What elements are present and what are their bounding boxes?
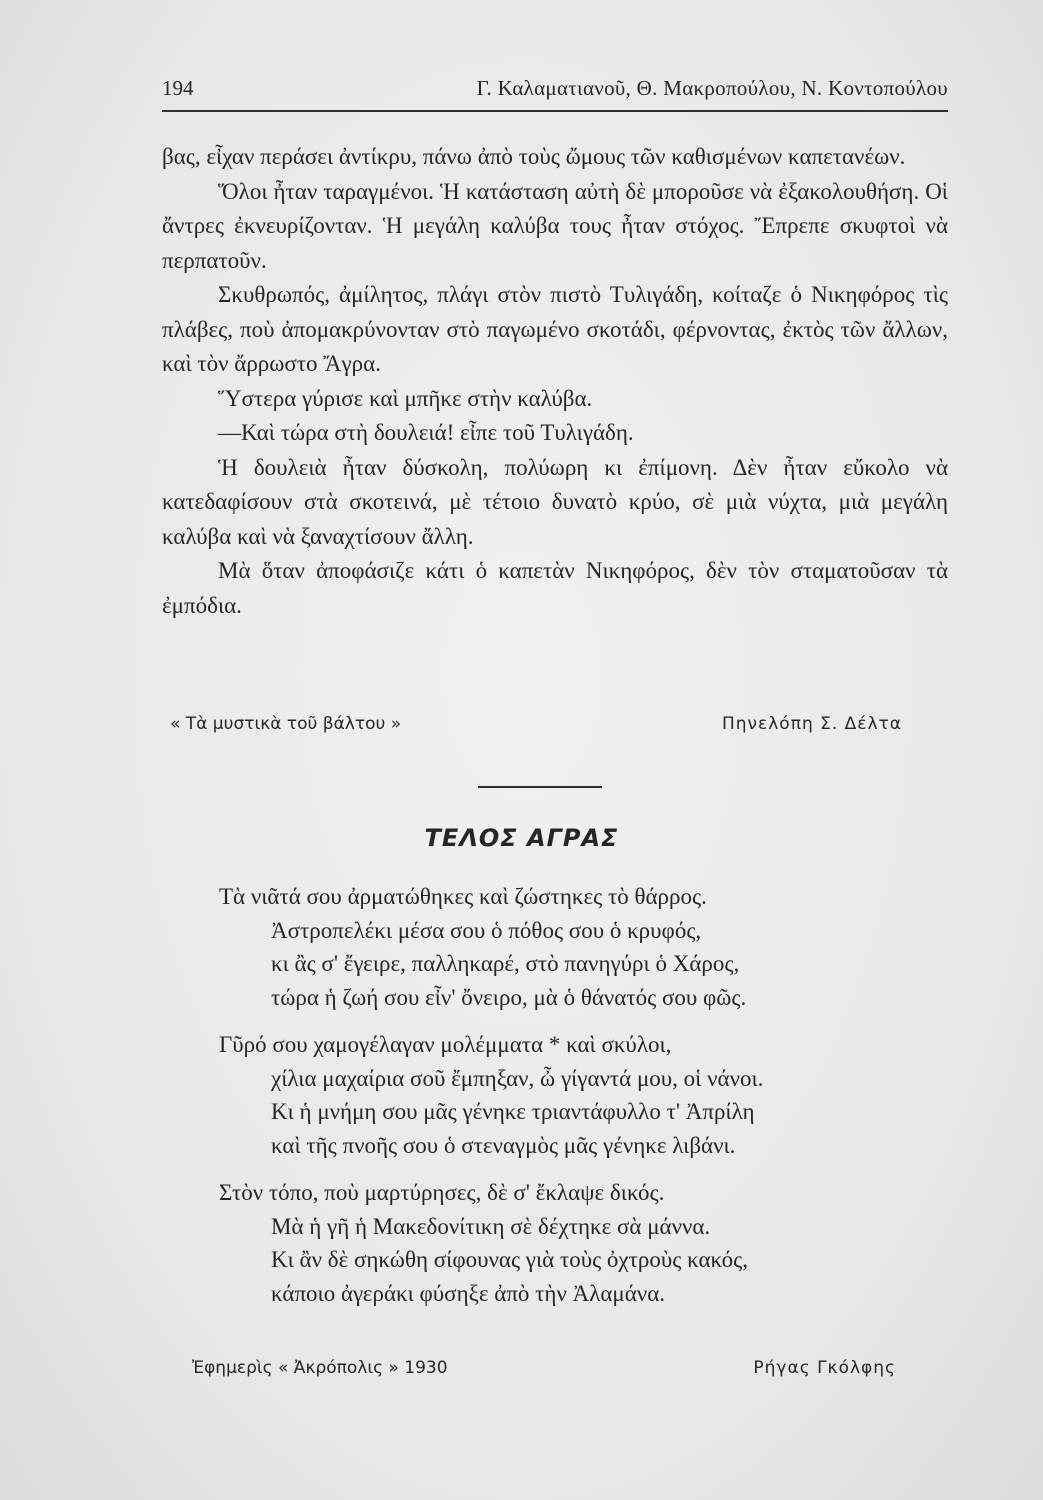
poem-attribution — [162, 1358, 896, 1388]
poem — [162, 880, 948, 1324]
poem-stanza — [162, 1176, 948, 1310]
poem-line: Ἀστροπελέκι μέσα σου ὁ πόθος σου ὁ κρυφός, — [271, 917, 702, 943]
prose-excerpt — [162, 140, 948, 623]
poem-stanza — [162, 1028, 948, 1162]
poem-author: Ρήγας Γκόλφης — [753, 1358, 896, 1378]
prose-paragraph: —Καὶ τώρα στὴ δουλειά! εἶπε τοῦ Τυλιγάδη. — [218, 420, 634, 445]
poem-line: Στὸν τόπο, ποὺ μαρτύρησες, δὲ σ' ἔκλαψε δικός. — [219, 1180, 665, 1205]
prose-paragraph: Ἡ δουλειὰ ἦταν δύσκολη, πολύωρη κι ἐπίμονη. Δὲν ἦταν εὔκολο νὰ κατεδαφίσουν στὰ σκοτεινά, μὲ τέτοιο δυνατὸ κρύο, σὲ μιὰ νύχτα, μιὰ μεγάλη καλύβα καὶ νὰ ξαναχτίσουν ἄλλη. — [162, 454, 948, 549]
prose-attribution — [162, 714, 902, 744]
prose-paragraph: Ὅλοι ἦταν ταραγμένοι. Ἡ κατάσταση αὐτὴ δὲ μποροῦσε νὰ ἐξακολουθήση. Οἱ ἄντρες ἐκνευρίζονταν. Ἡ μεγάλη καλύβα τους ἦταν στόχος. Ἔπρεπε σκυφτοὶ νὰ περπατοῦν. — [162, 178, 948, 273]
prose-paragraph: Σκυθρωπός, ἀμίλητος, πλάγι στὸν πιστὸ Τυλιγάδη, κοίταζε ὁ Νικηφόρος τὶς πλάβες, ποὺ ἀπομακρύνονταν στὸ παγωμένο σκοτάδι, φέρνοντας, ἐκτὸς τῶν ἄλλων, καὶ τὸν ἄρρωστο Ἄγρα. — [162, 282, 948, 376]
poem-line: χίλια μαχαίρια σοῦ ἔμπηξαν, ὦ γίγαντά μου, οἱ νάνοι. — [271, 1065, 764, 1091]
prose-paragraph: Ὕστερα γύρισε καὶ μπῆκε στὴν καλύβα. — [218, 385, 593, 411]
poem-line: Μὰ ἡ γῆ ἡ Μακεδονίτικη σὲ δέχτηκε σὰ μάννα. — [271, 1213, 711, 1239]
section-divider — [478, 786, 602, 788]
poem-line: Κι ἂν δὲ σηκώθη σίφουνας γιὰ τοὺς ὀχτροὺς κακός, — [271, 1247, 748, 1272]
prose-paragraph: Μὰ ὅταν ἀποφάσιζε κάτι ὁ καπετὰν Νικηφόρος, δὲν τὸν σταματοῦσαν τὰ ἐμπόδια. — [162, 558, 948, 618]
poem-line: κι ἂς σ' ἔγειρε, παλληκαρέ, στὸ πανηγύρι ὁ Χάρος, — [271, 951, 740, 976]
poem-line: Τὰ νιᾶτά σου ἀρματώθηκες καὶ ζώστηκες τὸ θάρρος. — [219, 884, 707, 909]
poem-line: Κι ἡ μνήμη σου μᾶς γένηκε τριαντάφυλλο τ' Ἀπρίλη — [271, 1099, 755, 1124]
running-head: Γ. Καλαματιανοῦ, Θ. Μακροπούλου, Ν. Κοντοπούλου — [476, 76, 948, 100]
prose-paragraph: βας, εἶχαν περάσει ἀντίκρυ, πάνω ἀπὸ τοὺς ὤμους τῶν καθισμένων καπετανέων. — [162, 144, 906, 169]
poem-line: καὶ τῆς πνοῆς σου ὁ στεναγμὸς μᾶς γένηκε λιβάνι. — [271, 1132, 736, 1158]
prose-source: « Τὰ μυστικὰ τοῦ βάλτου » — [170, 714, 402, 734]
page-number: 194 — [162, 76, 194, 100]
header-rule — [162, 110, 948, 112]
page-header — [162, 76, 948, 106]
poem-line: τώρα ἡ ζωή σου εἶν' ὄνειρο, μὰ ὁ θάνατός σου φῶς. — [271, 984, 747, 1010]
poem-title: ΤΕΛΟΣ ΑΓΡΑΣ — [424, 824, 619, 852]
poem-source: Ἐφημερὶς « Ἀκρόπολις » 1930 — [192, 1358, 448, 1378]
prose-author: Πηνελόπη Σ. Δέλτα — [722, 714, 902, 734]
poem-line: κάποιο ἀγεράκι φύσηξε ἀπὸ τὴν Ἀλαμάνα. — [271, 1280, 665, 1306]
poem-stanza — [162, 880, 948, 1014]
poem-line: Γῦρό σου χαμογέλαγαν μολέμματα * καὶ σκύλοι, — [219, 1032, 672, 1057]
